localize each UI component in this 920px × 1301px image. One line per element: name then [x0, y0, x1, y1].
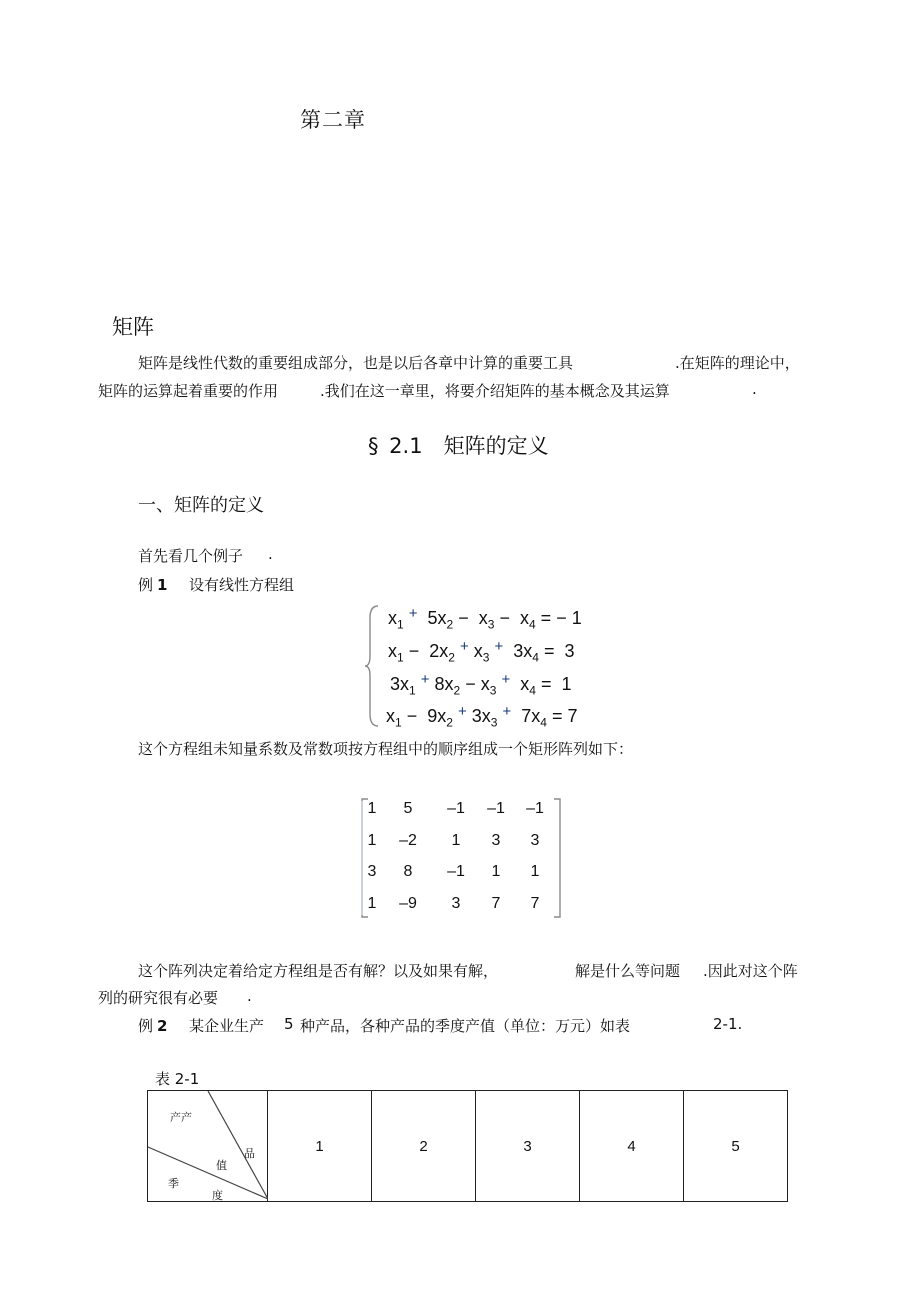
- matrix-cell: 3: [530, 832, 540, 849]
- example2-label: 例 2: [138, 1017, 168, 1035]
- lead-dot: .: [268, 545, 273, 563]
- discussion-line1-a: 这个阵列决定着给定方程组是否有解？以及如果有解，: [138, 962, 499, 980]
- table-header-cell: 3: [476, 1091, 580, 1202]
- matrix-cell: –9: [399, 895, 417, 912]
- section-title: § 2.1 矩阵的定义: [368, 434, 549, 458]
- equation-row: $3x_1$ + $8x_2 - x_3$ + $x_4 = 1$: [390, 671, 572, 698]
- matrix-cell: –1: [487, 800, 505, 817]
- matrix-cell: 1: [451, 832, 461, 849]
- matrix-cell: 1: [530, 863, 540, 880]
- matrix-cell: 3: [451, 895, 461, 912]
- discussion-line1-b: 解是什么等问题: [575, 962, 681, 980]
- header-product-a: 产产: [170, 1112, 192, 1124]
- matrix-cell: –1: [447, 863, 465, 880]
- matrix-cell: 7: [491, 895, 501, 912]
- example1-label: 例 1: [138, 576, 168, 594]
- table-header-cell: 1: [268, 1091, 372, 1202]
- subsection-title: 一、矩阵的定义: [138, 495, 264, 516]
- intro-line2-c: .: [752, 380, 757, 398]
- example2-text-b: 种产品，各种产品的季度产值（单位：万元）如表: [300, 1017, 631, 1035]
- discussion-line2-b: .: [247, 987, 252, 1005]
- discussion-line2-a: 列的研究很有必要: [98, 989, 219, 1007]
- example2-count: 5: [284, 1015, 294, 1033]
- header-value: 值: [216, 1160, 227, 1172]
- example2-text-a: 某企业生产: [189, 1017, 265, 1035]
- table-caption: 表 2-1: [155, 1070, 200, 1088]
- intro-line2-b: .我们在这一章里，将要介绍矩阵的基本概念及其运算: [320, 382, 670, 400]
- discussion-line1-c: .因此对这个阵: [703, 962, 798, 980]
- example1-text: 设有线性方程组: [189, 576, 295, 594]
- intro-line1-b: .在矩阵的理论中，: [675, 354, 800, 372]
- header-product-b: 品: [244, 1148, 255, 1160]
- intro-line1-a: 矩阵是线性代数的重要组成部分，也是以后各章中计算的重要工具: [138, 354, 574, 372]
- intro-line2-a: 矩阵的运算起着重要的作用: [98, 382, 279, 400]
- matrix-cell: 1: [367, 832, 377, 849]
- chapter-title: 第二章: [300, 108, 366, 132]
- table-header-cell: 4: [580, 1091, 684, 1202]
- matrix-cell: 7: [530, 895, 540, 912]
- matrix-cell: 3: [367, 863, 377, 880]
- matrix-cell: 3: [491, 832, 501, 849]
- matrix-cell: 1: [491, 863, 501, 880]
- topic-title: 矩阵: [112, 315, 154, 339]
- example2-table-ref: 2-1.: [713, 1015, 743, 1033]
- matrix-caption: 这个方程组未知量系数及常数项按方程组中的顺序组成一个矩形阵列如下：: [138, 740, 634, 758]
- matrix-cell: 1: [367, 895, 377, 912]
- header-season-a: 季: [168, 1178, 179, 1190]
- matrix-cell: 5: [403, 800, 413, 817]
- header-season-b: 度: [212, 1190, 223, 1202]
- matrix-cell: –1: [447, 800, 465, 817]
- matrix-cell: –2: [399, 832, 417, 849]
- matrix-cell: 8: [403, 863, 413, 880]
- table-row: [148, 1091, 788, 1202]
- equation-row: $x_1$ + $5x_2 - x_3 - x_4$ = − 1: [388, 605, 582, 632]
- equation-brace: [364, 604, 384, 728]
- production-table: [147, 1090, 788, 1202]
- table-header-cell: 5: [684, 1091, 788, 1202]
- matrix-cell: –1: [526, 800, 544, 817]
- diagonal-header-cell: [148, 1091, 268, 1202]
- equation-row: $x_1 - 9x_2$ + $3x_3$ + $7x_4 = 7$: [386, 703, 578, 730]
- lead-text: 首先看几个例子: [138, 547, 244, 565]
- table-header-cell: 2: [372, 1091, 476, 1202]
- equation-row: $x_1 - 2x_2$ + $x_3$ + $3x_4 = 3$: [388, 638, 575, 665]
- matrix-cell: 1: [367, 800, 377, 817]
